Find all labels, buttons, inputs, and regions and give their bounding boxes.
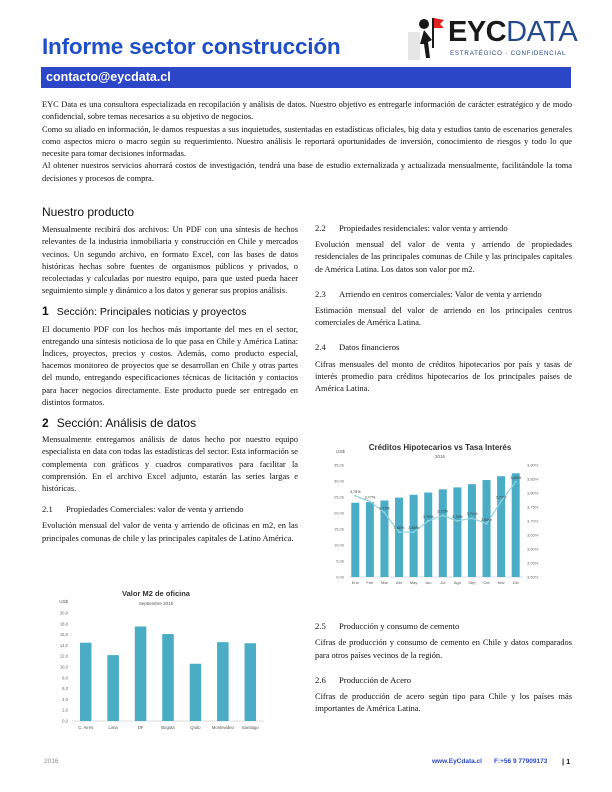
subsection-2-6-heading bbox=[315, 674, 572, 686]
x-tick-label: C. Aires bbox=[78, 725, 94, 730]
subsection-2-6-text: Cifras de producción de acero según tipo para Chile y los países más importantes de América Latina. bbox=[315, 692, 572, 714]
y-tick-label-right: 3,75% bbox=[527, 504, 539, 510]
y-tick-label: 16,0 bbox=[59, 632, 68, 638]
intro-paragraph: Como su aliado en información, le damos respuestas a sus inquietudes, sustentadas en estadísticas oficiales, big data y estudios tanto de escenarios generales como aspectos micro o macro según su requerimiento. Nuestro análisis le reportará oportunidades de inversión, conocimiento de riesgos y todo lo que necesite para tomar decisiones informadas. bbox=[42, 124, 572, 159]
flag-figure-logo-icon bbox=[404, 14, 444, 62]
footer-phone: F:+56 9 77909173 bbox=[494, 758, 548, 765]
y-tick-label: 18,0 bbox=[59, 621, 68, 627]
y-axis-unit: US$ bbox=[59, 599, 68, 604]
rate-point bbox=[383, 512, 385, 514]
bar bbox=[395, 498, 403, 577]
subsection-title: Producción y consumo de cemento bbox=[339, 621, 460, 632]
logo-tagline: ESTRATÉGICO · CONFIDENCIAL bbox=[450, 50, 567, 57]
rate-data-label: 3,70% bbox=[422, 515, 434, 519]
intro-paragraph: Al obtener nuestros servicios ahorrará costos de investigación, tendrá una base de estudio externalizada y actualizada mensualmente, facilitándole la toma decisiones y procesos de compra. bbox=[42, 161, 572, 183]
bar bbox=[162, 634, 174, 721]
x-tick-label: Ene bbox=[351, 580, 359, 585]
rate-data-label: 3,69% bbox=[481, 517, 492, 522]
section-title: Sección: Análisis de datos bbox=[56, 416, 197, 431]
section-1-text: El documento PDF con los hechos más importante del mes en el sector, entregando una síntesis noticiosa de lo que pasa en Chile y América Latina: Índices, proyectos, precios y costos. Además, como producto especial, hacemos monitoreo de proyectos que se desarrollan en Chile y otras partes del mundo, entregando especificaciones técnicas de licitación y contactos para hacer negocios directamente. Este producto puede ser entregado en distintos formatos. bbox=[42, 324, 298, 407]
subsection-number: 2.1 bbox=[42, 504, 53, 515]
rate-point bbox=[354, 495, 356, 497]
footer-website-link[interactable]: www.EyCdata.cl bbox=[432, 758, 482, 765]
y-tick-label: 14,0 bbox=[59, 642, 68, 648]
page-number: | 1 bbox=[562, 757, 571, 766]
y-tick-label-left: 10,00 bbox=[333, 542, 344, 548]
y-tick-label-right: 3,65% bbox=[527, 532, 539, 538]
subsection-2-4-text: Cifras mensuales del monto de créditos hipotecarios por país y tasas de interés promedio para créditos hipotecarios de los principales países de América Latina. bbox=[315, 359, 572, 394]
y-tick-label: 2,0 bbox=[62, 707, 68, 713]
contact-email[interactable]: contacto@eycdata.cl bbox=[46, 70, 171, 84]
logo-wordmark bbox=[448, 16, 577, 48]
rate-point bbox=[369, 500, 371, 502]
bar bbox=[80, 643, 92, 721]
product-text: Mensualmente recibirá dos archivos: Un PDF con una síntesis de hechos relevantes de la industria inmobiliaria y construcción en Chile y mercados vecinos. Un segundo archivo, en formato Excel, con las bases de datos históricas hechas sobre fuentes de organismos públicos y privados, o recolectadas y calculadas por nuestro equipo, para que usted pueda hacer seguimiento simple y dinámico a los datos y generar sus propios análisis. bbox=[42, 225, 298, 296]
x-tick-label: Dic bbox=[512, 580, 519, 585]
rate-point bbox=[427, 520, 429, 522]
office-price-chart-svg bbox=[42, 583, 270, 743]
y-tick-label-left: 35,00 bbox=[333, 462, 344, 468]
section-title: Sección: Principales noticias y proyectos bbox=[56, 306, 247, 319]
rate-point bbox=[442, 514, 444, 516]
bar bbox=[439, 489, 447, 577]
y-tick-label-right: 3,90% bbox=[527, 462, 539, 468]
rate-data-label: 3,77% bbox=[495, 495, 507, 500]
y-tick-label-right: 3,70% bbox=[527, 518, 539, 524]
y-tick-label: 12,0 bbox=[59, 653, 68, 659]
x-tick-label: Montevideo bbox=[211, 725, 234, 730]
logo-data: DATA bbox=[506, 16, 578, 48]
rate-point bbox=[471, 517, 473, 519]
rate-data-label: 3,66% bbox=[393, 526, 405, 531]
subsection-2-2-heading bbox=[315, 222, 572, 234]
subsection-title: Propiedades Comerciales: valor de venta y arriendo bbox=[66, 504, 244, 515]
x-tick-label: Oct bbox=[483, 580, 490, 585]
subsection-number: 2.4 bbox=[315, 342, 326, 353]
y-tick-label-left: 30,00 bbox=[333, 478, 344, 484]
rate-data-label: 3,71% bbox=[466, 512, 478, 517]
bar bbox=[468, 484, 476, 577]
subsection-number: 2.6 bbox=[315, 674, 326, 685]
bar bbox=[190, 664, 202, 721]
subsection-title: Arriendo en centros comerciales: Valor de venta y arriendo bbox=[339, 288, 542, 299]
left-column bbox=[42, 206, 298, 548]
subsection-2-5-heading bbox=[315, 620, 572, 632]
chart-title: Valor M2 de oficina bbox=[122, 589, 190, 598]
rate-data-label: 3,79% bbox=[349, 489, 361, 494]
rate-data-label: 3,70% bbox=[451, 515, 463, 519]
x-tick-label: Mar bbox=[381, 580, 388, 585]
subsection-number: 2.2 bbox=[315, 223, 326, 233]
x-tick-label: Feb bbox=[366, 580, 374, 585]
x-tick-label: Lima bbox=[108, 725, 118, 730]
y-tick-label-left: 20,00 bbox=[333, 510, 344, 516]
chart-subtitle: 2016 bbox=[434, 454, 446, 459]
subsection-number: 2.3 bbox=[315, 288, 326, 299]
page-footer bbox=[0, 758, 612, 772]
y-tick-label-left: 5,00 bbox=[336, 558, 344, 564]
x-tick-label: Sep bbox=[468, 580, 476, 585]
x-tick-label: Ago bbox=[453, 580, 461, 585]
section-2-heading bbox=[42, 417, 298, 429]
subsection-2-2-text: Evolución mensual del valor de venta y arriendo de propiedades residenciales de las principales comunas de Chile y las principales capitales de América Latina. Los datos son valor por m2. bbox=[315, 240, 572, 274]
office-price-chart bbox=[42, 583, 270, 743]
y-tick-label: 8,0 bbox=[62, 675, 68, 681]
y-tick-label-left: 25,00 bbox=[333, 494, 344, 500]
bar bbox=[366, 502, 374, 577]
rate-data-label: 3,72% bbox=[437, 509, 449, 514]
mortgage-rate-chart-svg bbox=[328, 437, 552, 597]
bar bbox=[107, 655, 119, 721]
page-title: Informe sector construcción bbox=[42, 34, 341, 59]
y-tick-label-left: 15,00 bbox=[333, 526, 344, 532]
rate-point bbox=[413, 531, 415, 533]
bar bbox=[245, 643, 257, 721]
subsection-2-5-text: Cifras de producción y consumo de cemento en Chile y datos comparados para otros países vecinos de la región. bbox=[315, 638, 572, 660]
subsection-number: 2.5 bbox=[315, 621, 326, 632]
subsection-2-4-heading bbox=[315, 341, 572, 353]
y-tick-label-right: 3,60% bbox=[527, 546, 539, 552]
bar bbox=[497, 476, 505, 577]
subsection-2-1-text: Evolución mensual del valor de venta y arriendo de oficinas en m2, en las principales comunas de chile y las principales capitales de Latino América. bbox=[42, 521, 298, 543]
x-tick-label: DF bbox=[137, 725, 144, 730]
rate-point bbox=[486, 523, 488, 525]
x-tick-label: Santiago bbox=[241, 725, 259, 730]
x-tick-label: Bogota bbox=[161, 725, 175, 730]
y-tick-label: 4,0 bbox=[62, 696, 68, 702]
contact-bar bbox=[41, 67, 571, 88]
bar bbox=[453, 487, 461, 577]
bar bbox=[135, 627, 147, 722]
rate-point bbox=[398, 531, 400, 533]
rate-point bbox=[500, 500, 502, 502]
section-number: 1 bbox=[42, 304, 49, 319]
rate-data-label: 3,77% bbox=[364, 495, 376, 500]
y-tick-label-right: 3,50% bbox=[527, 574, 539, 580]
x-tick-label: Jul bbox=[440, 580, 446, 585]
y-tick-label: 20,0 bbox=[59, 610, 68, 616]
mortgage-rate-chart bbox=[328, 437, 552, 597]
product-heading: Nuestro producto bbox=[42, 205, 135, 219]
rate-data-label: 3,66% bbox=[408, 526, 420, 531]
y-axis-unit: US$ bbox=[336, 449, 345, 454]
bar bbox=[512, 473, 520, 577]
x-tick-label: Quito bbox=[190, 725, 201, 730]
logo-eyc: EYC bbox=[448, 16, 507, 48]
bar bbox=[217, 642, 229, 721]
subsection-title: Datos financieros bbox=[339, 342, 400, 353]
y-tick-label-right: 3,80% bbox=[527, 490, 539, 496]
company-logo bbox=[404, 14, 578, 64]
section-1-heading bbox=[42, 305, 298, 318]
subsection-2-3-heading bbox=[315, 288, 572, 300]
x-tick-label: Nov bbox=[497, 580, 505, 585]
chart-subtitle: Septiembre 2016 bbox=[138, 601, 174, 606]
y-tick-label: 10,0 bbox=[59, 664, 68, 670]
subsection-2-3-text: Estimación mensual del valor de arriendo en los principales centros comerciales de América Latina. bbox=[315, 306, 572, 328]
bar bbox=[424, 493, 432, 577]
section-2-text: Mensualmente entregamos análisis de datos hecho por nuestro equipo especialista en data con todas las estadísticas del sector. Esta información se complementa con gráficos y cuadros comparativos para facilitar la comprensión. En el archivo Excel adjunto, estarán las series largas e históricas. bbox=[42, 435, 298, 494]
y-tick-label: 6,0 bbox=[62, 686, 68, 692]
y-tick-label-right: 3,85% bbox=[527, 476, 539, 482]
rate-point bbox=[515, 481, 517, 483]
y-tick-label-right: 3,55% bbox=[527, 560, 539, 566]
rate-data-label: 3,84% bbox=[510, 475, 522, 480]
y-tick-label: 0,0 bbox=[62, 718, 68, 724]
intro-text bbox=[42, 99, 572, 185]
x-tick-label: May bbox=[409, 580, 418, 585]
bar bbox=[351, 503, 359, 577]
subsection-title: Producción de Acero bbox=[339, 674, 412, 685]
x-tick-label: Abr bbox=[395, 580, 403, 585]
intro-paragraph: EYC Data es una consultora especializada en recopilación y análisis de datos. Nuestro objetivo es entregarle información de carácter estratégico y de modo confidencial, sobre temas necesarios a su objetivo de negocios. bbox=[42, 100, 572, 122]
rate-point bbox=[456, 520, 458, 522]
bar bbox=[410, 495, 418, 577]
rate-data-label: 3,73% bbox=[379, 506, 390, 511]
bar bbox=[483, 480, 491, 577]
chart-title: Créditos Hipotecarios vs Tasa Interés bbox=[368, 443, 512, 452]
section-number: 2 bbox=[42, 416, 49, 431]
subsection-2-1-heading bbox=[42, 503, 298, 515]
footer-year: 2016 bbox=[44, 758, 59, 765]
subsection-title: Propiedades residenciales: valor venta y arriendo bbox=[339, 223, 508, 233]
y-tick-label-left: 0,00 bbox=[336, 574, 344, 580]
x-tick-label: Jun bbox=[424, 580, 432, 585]
